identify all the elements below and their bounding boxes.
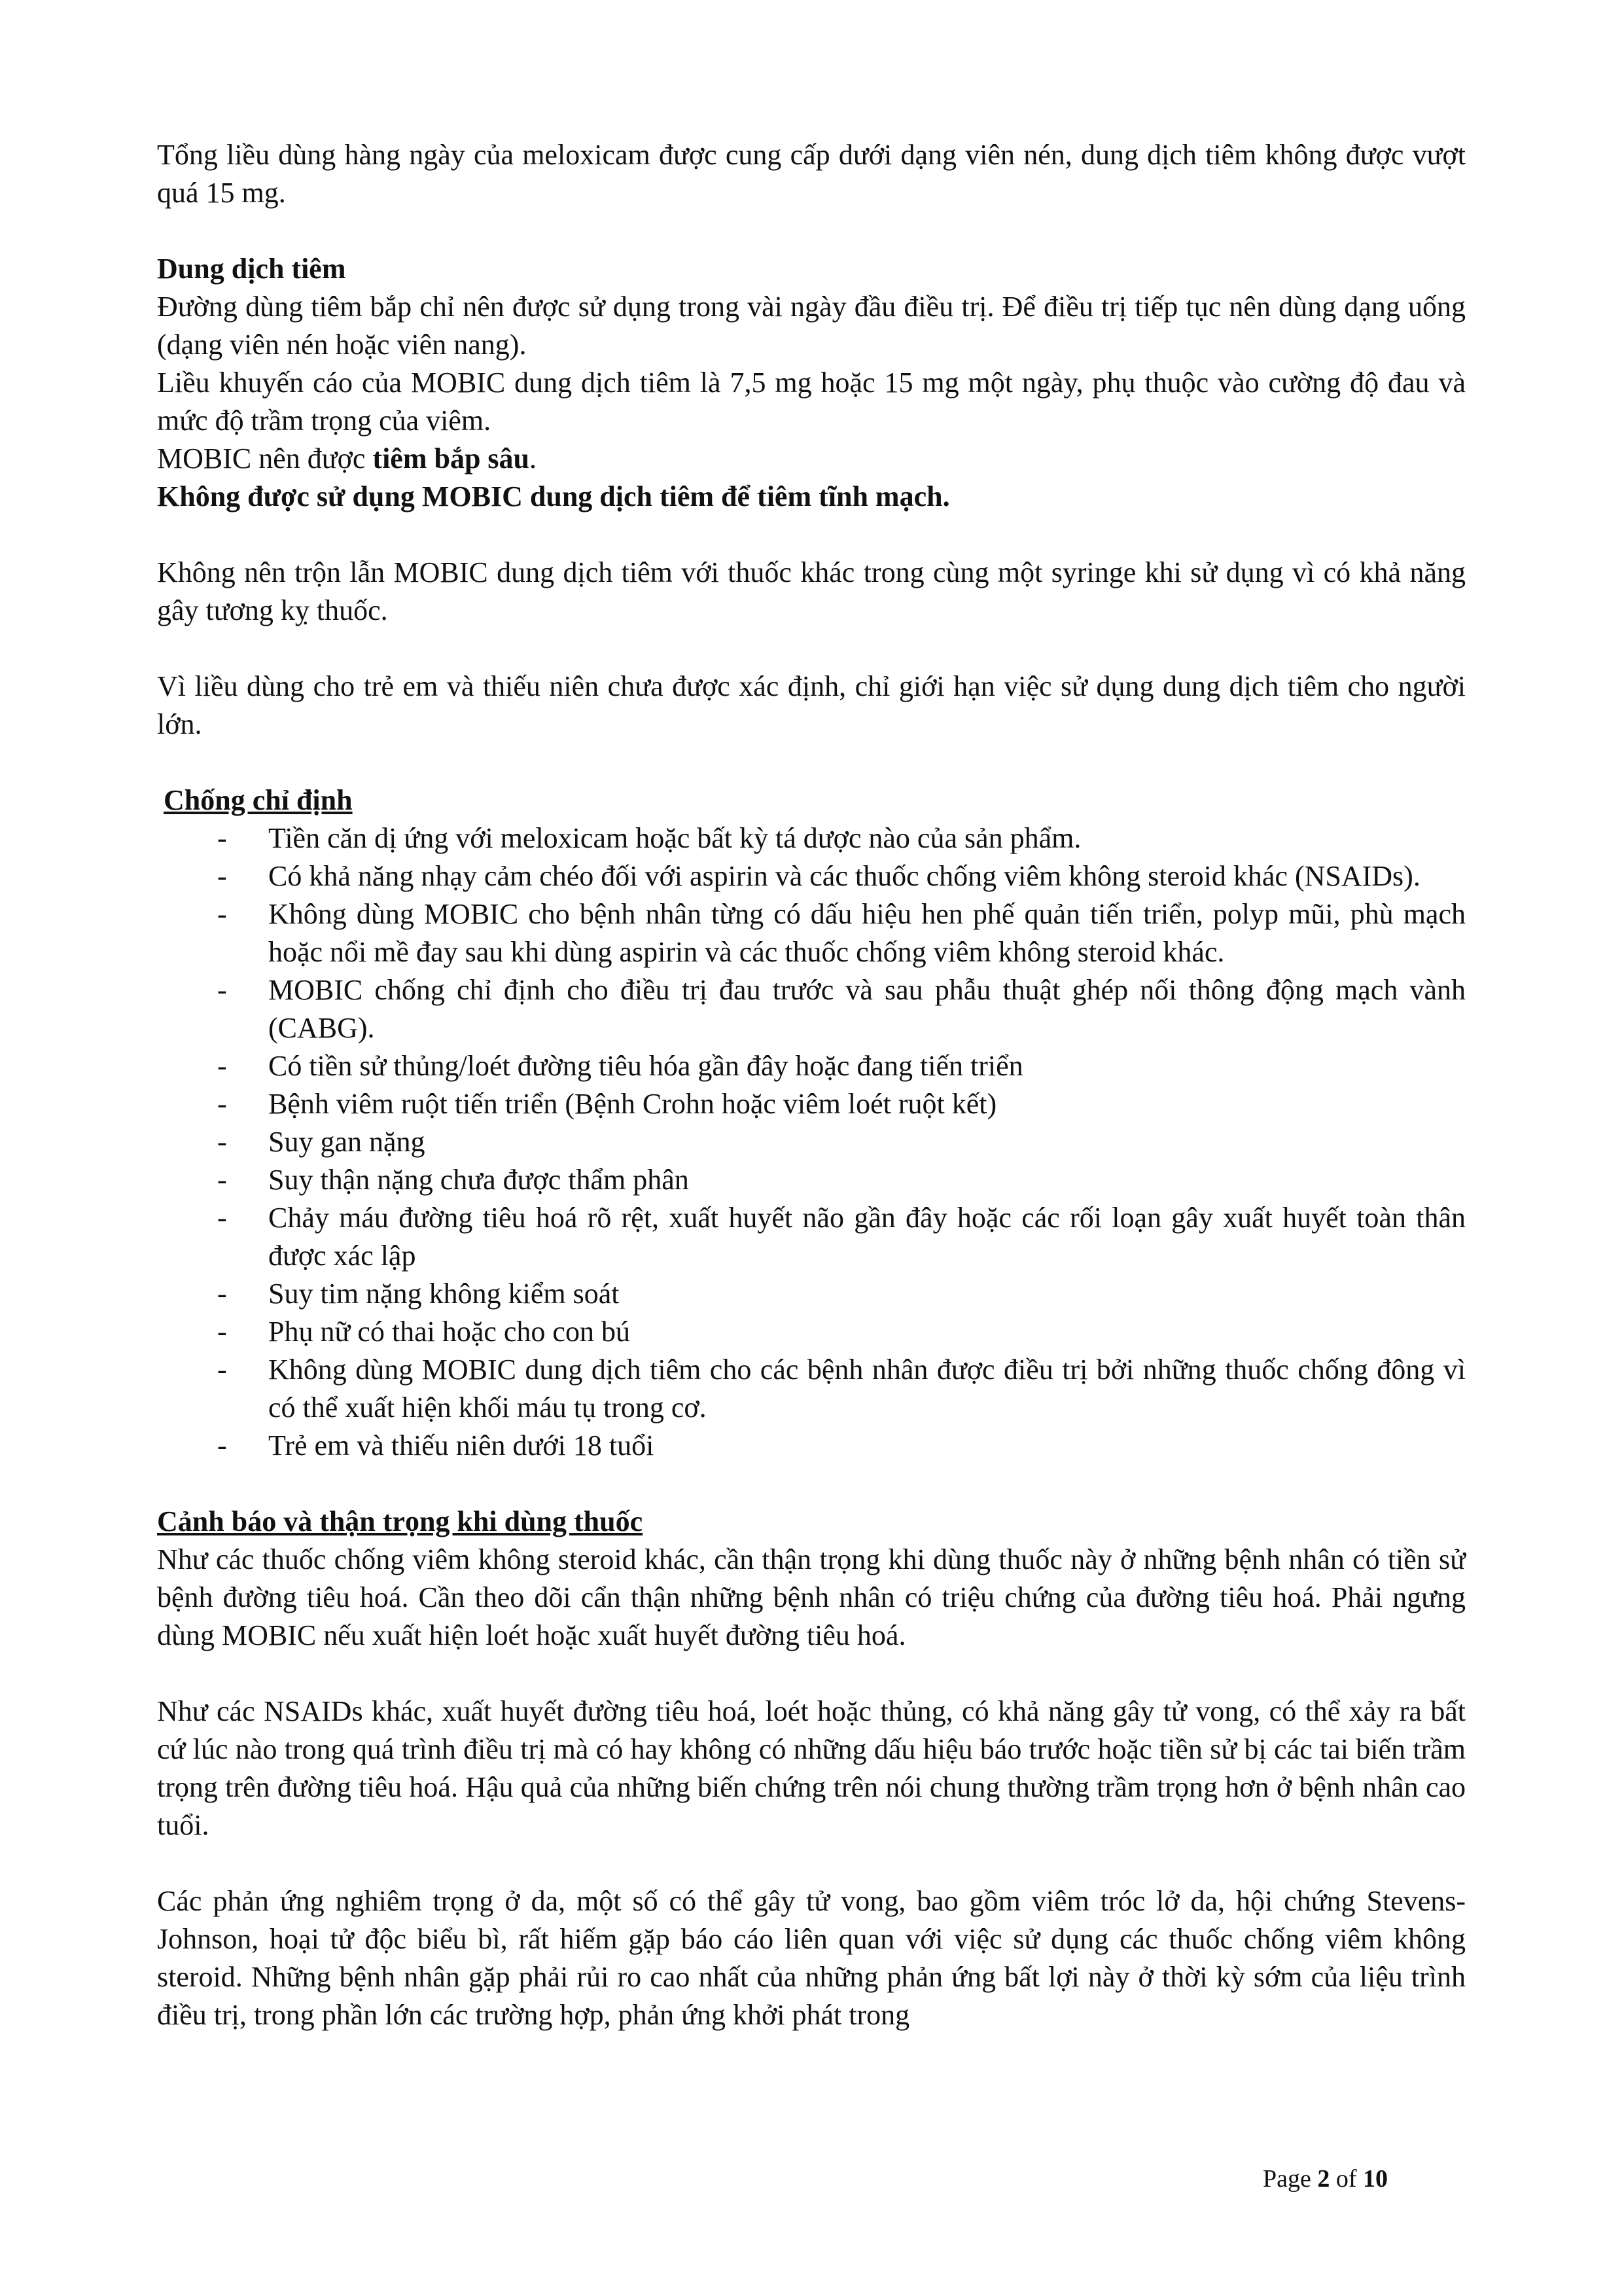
injection-paragraph-3 <box>157 440 1466 478</box>
contraindication-item: - Chảy máu đường tiêu hoá rõ rệt, xuất huyết não gần đây hoặc các rối loạn gây xuất huyết toàn thân được xác lập <box>157 1199 1466 1275</box>
contraindications-list <box>157 819 1466 1465</box>
intro-paragraph: Tổng liều dùng hàng ngày của meloxicam được cung cấp dưới dạng viên nén, dung dịch tiêm không được vượt quá 15 mg. <box>157 139 1466 209</box>
contraindication-item: - Không dùng MOBIC cho bệnh nhân từng có dấu hiệu hen phế quản tiến triển, polyp mũi, phù mạch hoặc nổi mề đay sau khi dùng aspirin và các thuốc chống viêm không steroid khác. <box>157 895 1466 971</box>
injection-paragraph-5: Không nên trộn lẫn MOBIC dung dịch tiêm với thuốc khác trong cùng một syringe khi sử dụng vì có khả năng gây tương kỵ thuốc. <box>157 556 1466 626</box>
injection-paragraph-6: Vì liều dùng cho trẻ em và thiếu niên chưa được xác định, chỉ giới hạn việc sử dụng dung dịch tiêm cho người lớn. <box>157 670 1466 740</box>
page-total: 10 <box>1363 2165 1388 2193</box>
injection-heading: Dung dịch tiêm <box>157 253 346 285</box>
contraindications-heading: Chống chỉ định <box>164 784 353 816</box>
contraindication-item: - Suy gan nặng <box>157 1123 1466 1161</box>
document-page <box>157 136 1466 2034</box>
contraindication-item: - Suy tim nặng không kiểm soát <box>157 1275 1466 1313</box>
warnings-heading: Cảnh báo và thận trọng khi dùng thuốc <box>157 1505 643 1537</box>
injection-p3-end: . <box>529 442 537 475</box>
contraindication-item: - Bệnh viêm ruột tiến triển (Bệnh Crohn hoặc viêm loét ruột kết) <box>157 1085 1466 1123</box>
warnings-paragraph-1: Như các thuốc chống viêm không steroid khác, cần thận trọng khi dùng thuốc này ở những bệnh nhân có tiền sử bệnh đường tiêu hoá. Cần theo dõi cẩn thận những bệnh nhân có triệu chứng của đường tiêu hoá. Phải ngưng dùng MOBIC nếu xuất hiện loét hoặc xuất huyết đường tiêu hoá. <box>157 1543 1466 1651</box>
contraindication-item: - Có khả năng nhạy cảm chéo đối với aspirin và các thuốc chống viêm không steroid khác (NSAIDs). <box>157 857 1466 895</box>
injection-p3-text: MOBIC nên được <box>157 442 373 475</box>
contraindication-item: - Suy thận nặng chưa được thẩm phân <box>157 1161 1466 1199</box>
injection-warning: Không được sử dụng MOBIC dung dịch tiêm để tiêm tĩnh mạch. <box>157 480 950 512</box>
contraindication-item: - Có tiền sử thủng/loét đường tiêu hóa gần đây hoặc đang tiến triển <box>157 1047 1466 1085</box>
contraindication-item: - Tiền căn dị ứng với meloxicam hoặc bất kỳ tá dược nào của sản phẩm. <box>157 819 1466 857</box>
contraindication-item: - Không dùng MOBIC dung dịch tiêm cho các bệnh nhân được điều trị bởi những thuốc chống đông vì có thể xuất hiện khối máu tụ trong cơ. <box>157 1351 1466 1427</box>
injection-paragraph-1: Đường dùng tiêm bắp chỉ nên được sử dụng trong vài ngày đầu điều trị. Để điều trị tiếp tục nên dùng dạng uống (dạng viên nén hoặc viên nang). <box>157 291 1466 361</box>
page-number: 2 <box>1317 2165 1330 2193</box>
contraindication-item: - MOBIC chống chỉ định cho điều trị đau trước và sau phẫu thuật ghép nối thông động mạch vành (CABG). <box>157 971 1466 1047</box>
injection-paragraph-2: Liều khuyến cáo của MOBIC dung dịch tiêm là 7,5 mg hoặc 15 mg một ngày, phụ thuộc vào cường độ đau và mức độ trầm trọng của viêm. <box>157 367 1466 437</box>
warnings-paragraph-3: Các phản ứng nghiêm trọng ở da, một số có thể gây tử vong, bao gồm viêm tróc lở da, hội chứng Stevens-Johnson, hoại tử độc biểu bì, rất hiếm gặp báo cáo liên quan với việc sử dụng các thuốc chống viêm không steroid. Những bệnh nhân gặp phải rủi ro cao nhất của những phản ứng bất lợi này ở thời kỳ sớm của liệu trình điều trị, trong phần lớn các trường hợp, phản ứng khởi phát trong <box>157 1885 1466 2031</box>
contraindication-item: - Phụ nữ có thai hoặc cho con bú <box>157 1313 1466 1351</box>
contraindication-item: - Trẻ em và thiếu niên dưới 18 tuổi <box>157 1427 1466 1465</box>
page-label: Page <box>1263 2165 1311 2193</box>
of-label: of <box>1335 2165 1357 2193</box>
warnings-paragraph-2: Như các NSAIDs khác, xuất huyết đường tiêu hoá, loét hoặc thủng, có khả năng gây tử vong, có thể xảy ra bất cứ lúc nào trong quá trình điều trị mà có hay không có những dấu hiệu báo trước hoặc tiền sử bị các tai biến trầm trọng trên đường tiêu hoá. Hậu quả của những biến chứng trên nói chung thường trầm trọng hơn ở bệnh nhân cao tuổi. <box>157 1695 1466 1841</box>
injection-p3-bold: tiêm bắp sâu <box>372 442 530 475</box>
page-footer <box>1263 2162 1388 2195</box>
